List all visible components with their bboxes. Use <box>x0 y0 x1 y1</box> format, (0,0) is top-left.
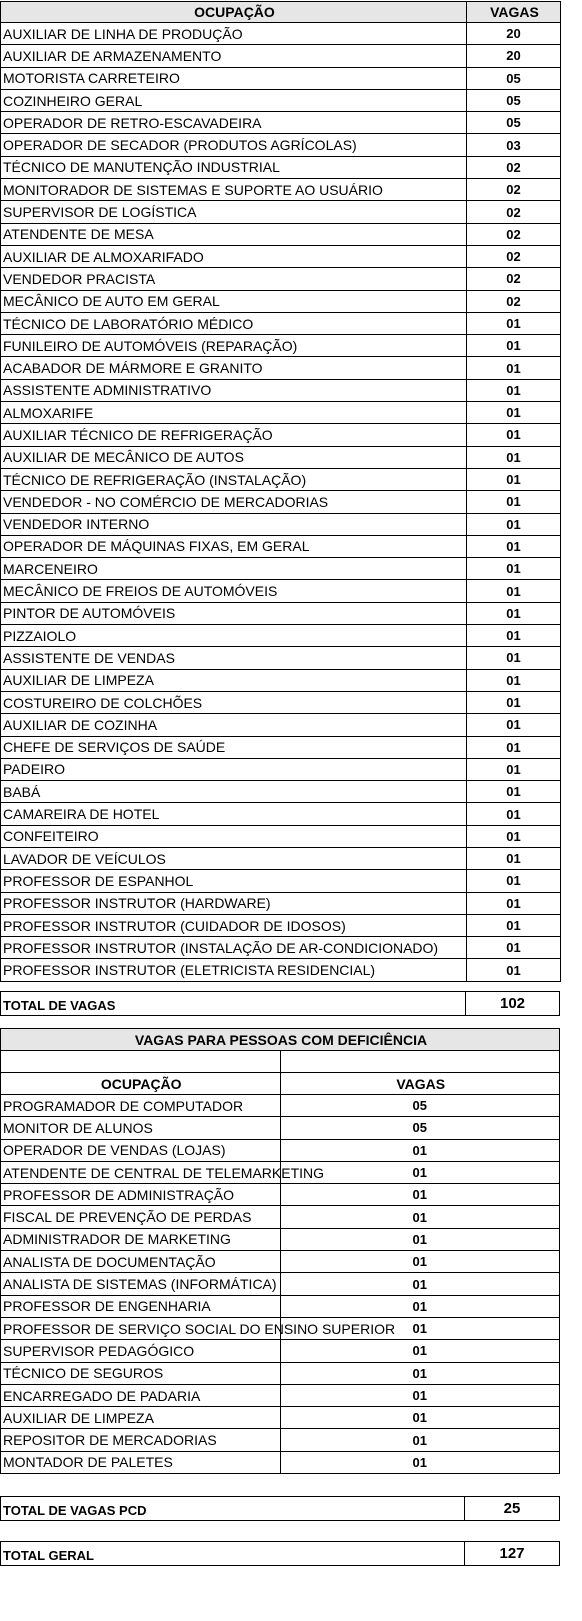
vacancies-cell: 01 <box>467 625 561 647</box>
vacancies-cell: 01 <box>467 914 561 936</box>
occupation-cell: AUXILIAR DE ARMAZENAMENTO <box>1 45 467 67</box>
vacancies-cell: 01 <box>467 870 561 892</box>
occupation-cell: VENDEDOR INTERNO <box>1 513 467 535</box>
occupation-cell: PROFESSOR DE ESPANHOL <box>1 870 467 892</box>
occupation-cell: AUXILIAR DE COZINHA <box>1 714 467 736</box>
table-row <box>1 1384 560 1406</box>
vacancies-cell: 01 <box>280 1362 560 1384</box>
occupation-cell: MARCENEIRO <box>1 558 467 580</box>
occupation-cell: MOTORISTA CARRETEIRO <box>1 67 467 89</box>
occupation-cell: ATENDENTE DE MESA <box>1 223 467 245</box>
vacancies-cell: 01 <box>280 1384 560 1406</box>
table-row <box>1 937 561 959</box>
vacancies-cell: 01 <box>467 312 561 334</box>
table-row <box>1 379 561 401</box>
occupation-cell: ANALISTA DE SISTEMAS (INFORMÁTICA) <box>1 1273 281 1295</box>
vacancies-cell: 01 <box>280 1451 560 1473</box>
table-row <box>1 914 561 936</box>
table-row <box>1 491 561 513</box>
occupation-cell: MECÂNICO DE FREIOS DE AUTOMÓVEIS <box>1 580 467 602</box>
table-row <box>1 89 561 111</box>
vacancies-cell: 01 <box>467 602 561 624</box>
table-row <box>1 1161 560 1183</box>
table-row <box>1 535 561 557</box>
occupation-cell: FISCAL DE PREVENÇÃO DE PERDAS <box>1 1206 281 1228</box>
table-row <box>1 892 561 914</box>
occupation-cell: AUXILIAR DE LIMPEZA <box>1 1407 281 1429</box>
vacancies-cell: 01 <box>467 959 561 981</box>
vacancies-cell: 01 <box>467 714 561 736</box>
vacancies-cell: 02 <box>467 201 561 223</box>
occupation-cell: ADMINISTRADOR DE MARKETING <box>1 1228 281 1250</box>
vacancies-cell: 02 <box>467 268 561 290</box>
occupation-cell: PROFESSOR INSTRUTOR (ELETRICISTA RESIDENCIAL) <box>1 959 467 981</box>
occupation-cell: SUPERVISOR DE LOGÍSTICA <box>1 201 467 223</box>
vacancies-cell: 01 <box>467 647 561 669</box>
vacancies-cell: 02 <box>467 179 561 201</box>
table-row <box>1 179 561 201</box>
occupation-cell: CONFEITEIRO <box>1 825 467 847</box>
table-row <box>1 112 561 134</box>
vacancies-cell: 01 <box>467 892 561 914</box>
table-row <box>1 669 561 691</box>
vacancies-cell: 01 <box>467 335 561 357</box>
occupation-cell: SUPERVISOR PEDAGÓGICO <box>1 1340 281 1362</box>
table-row <box>1 625 561 647</box>
table-row <box>1 602 561 624</box>
occupation-cell: COZINHEIRO GERAL <box>1 89 467 111</box>
vacancies-cell: 01 <box>467 535 561 557</box>
occupation-cell: PROFESSOR DE SERVIÇO SOCIAL DO ENSINO SUPERIOR <box>1 1317 281 1339</box>
table-row <box>1 1117 560 1139</box>
vacancies-column-header: VAGAS <box>467 2 561 23</box>
pcd-table-header <box>1 1073 560 1095</box>
table-row <box>1 691 561 713</box>
table-row <box>1 1251 560 1273</box>
table-row <box>1 714 561 736</box>
vacancies-cell: 05 <box>280 1095 560 1117</box>
vacancies-column-header: VAGAS <box>280 1073 560 1095</box>
table-row <box>1 335 561 357</box>
vacancies-cell: 01 <box>467 491 561 513</box>
table-row <box>1 424 561 446</box>
vacancies-cell: 01 <box>467 357 561 379</box>
vacancies-cell: 01 <box>280 1139 560 1161</box>
occupation-cell: ASSISTENTE ADMINISTRATIVO <box>1 379 467 401</box>
occupation-cell: ASSISTENTE DE VENDAS <box>1 647 467 669</box>
vacancies-cell: 01 <box>280 1407 560 1429</box>
grand-total-row <box>1 1542 560 1566</box>
vacancies-cell: 01 <box>467 758 561 780</box>
total-pcd-label: TOTAL DE VAGAS PCD <box>1 1497 465 1521</box>
vacancies-cell: 01 <box>280 1228 560 1250</box>
occupation-cell: CHEFE DE SERVIÇOS DE SAÚDE <box>1 736 467 758</box>
spacer-cell <box>1 1051 281 1073</box>
occupation-column-header: OCUPAÇÃO <box>1 2 467 23</box>
table-row <box>1 558 561 580</box>
table-row <box>1 268 561 290</box>
occupation-cell: BABÁ <box>1 781 467 803</box>
table-row <box>1 1317 560 1339</box>
occupation-cell: VENDEDOR PRACISTA <box>1 268 467 290</box>
table-row <box>1 45 561 67</box>
occupation-cell: ALMOXARIFE <box>1 402 467 424</box>
vacancies-cell: 01 <box>467 803 561 825</box>
vacancies-cell: 01 <box>467 937 561 959</box>
occupation-cell: PROFESSOR DE ADMINISTRAÇÃO <box>1 1184 281 1206</box>
occupation-cell: TÉCNICO DE REFRIGERAÇÃO (INSTALAÇÃO) <box>1 468 467 490</box>
occupation-cell: PIZZAIOLO <box>1 625 467 647</box>
occupation-cell: FUNILEIRO DE AUTOMÓVEIS (REPARAÇÃO) <box>1 335 467 357</box>
vacancies-cell: 01 <box>467 691 561 713</box>
table-row <box>1 1228 560 1250</box>
occupation-cell: OPERADOR DE MÁQUINAS FIXAS, EM GERAL <box>1 535 467 557</box>
table-row <box>1 1340 560 1362</box>
pcd-vacancies-table <box>0 1028 560 1474</box>
occupation-cell: MONITOR DE ALUNOS <box>1 1117 281 1139</box>
occupation-cell: MONTADOR DE PALETES <box>1 1451 281 1473</box>
vacancies-cell: 05 <box>467 67 561 89</box>
occupation-cell: AUXILIAR DE LINHA DE PRODUÇÃO <box>1 23 467 45</box>
vacancies-cell: 01 <box>467 424 561 446</box>
vacancies-cell: 02 <box>467 223 561 245</box>
total-pcd-value: 25 <box>465 1497 560 1521</box>
pcd-spacer-row <box>1 1051 560 1073</box>
main-total-table <box>0 991 560 1016</box>
occupation-column-header: OCUPAÇÃO <box>1 1073 281 1095</box>
occupation-cell: TÉCNICO DE SEGUROS <box>1 1362 281 1384</box>
table-row <box>1 1095 560 1117</box>
occupation-cell: PINTOR DE AUTOMÓVEIS <box>1 602 467 624</box>
vacancies-cell: 01 <box>467 781 561 803</box>
table-row <box>1 647 561 669</box>
table-row <box>1 201 561 223</box>
table-row <box>1 1273 560 1295</box>
table-row <box>1 67 561 89</box>
vacancies-cell: 05 <box>280 1117 560 1139</box>
occupation-cell: ATENDENTE DE CENTRAL DE TELEMARKETING <box>1 1161 281 1183</box>
occupation-cell: COSTUREIRO DE COLCHÕES <box>1 691 467 713</box>
occupation-cell: TÉCNICO DE MANUTENÇÃO INDUSTRIAL <box>1 156 467 178</box>
occupation-cell: LAVADOR DE VEÍCULOS <box>1 847 467 869</box>
vacancies-cell: 01 <box>280 1429 560 1451</box>
vacancies-cell: 01 <box>467 736 561 758</box>
table-row <box>1 23 561 45</box>
occupation-cell: PROFESSOR INSTRUTOR (INSTALAÇÃO DE AR-CONDICIONADO) <box>1 937 467 959</box>
table-row <box>1 446 561 468</box>
occupation-cell: PADEIRO <box>1 758 467 780</box>
occupation-cell: REPOSITOR DE MERCADORIAS <box>1 1429 281 1451</box>
pcd-section-title-row <box>1 1029 560 1051</box>
vacancies-cell: 02 <box>467 156 561 178</box>
occupation-cell: PROFESSOR INSTRUTOR (CUIDADOR DE IDOSOS) <box>1 914 467 936</box>
occupation-cell: PROFESSOR INSTRUTOR (HARDWARE) <box>1 892 467 914</box>
vacancies-cell: 02 <box>467 290 561 312</box>
occupation-cell: ANALISTA DE DOCUMENTAÇÃO <box>1 1251 281 1273</box>
table-row <box>1 803 561 825</box>
vacancies-cell: 01 <box>467 446 561 468</box>
table-row <box>1 134 561 156</box>
pcd-total-row <box>1 1497 560 1521</box>
table-row <box>1 468 561 490</box>
occupation-cell: AUXILIAR DE MECÂNICO DE AUTOS <box>1 446 467 468</box>
grand-total-label: TOTAL GERAL <box>1 1542 465 1566</box>
table-row <box>1 1184 560 1206</box>
occupation-cell: ENCARREGADO DE PADARIA <box>1 1384 281 1406</box>
vacancies-cell: 01 <box>467 402 561 424</box>
vacancies-cell: 02 <box>467 245 561 267</box>
table-row <box>1 825 561 847</box>
vacancies-cell: 03 <box>467 134 561 156</box>
occupation-cell: AUXILIAR DE LIMPEZA <box>1 669 467 691</box>
table-row <box>1 1451 560 1473</box>
main-vacancies-table <box>0 1 561 982</box>
occupation-cell: CAMAREIRA DE HOTEL <box>1 803 467 825</box>
table-row <box>1 290 561 312</box>
table-row <box>1 580 561 602</box>
occupation-cell: MONITORADOR DE SISTEMAS E SUPORTE AO USUÁRIO <box>1 179 467 201</box>
total-vacancies-value: 102 <box>466 992 560 1016</box>
vacancies-cell: 01 <box>467 825 561 847</box>
vacancies-cell: 01 <box>280 1206 560 1228</box>
table-row <box>1 1407 560 1429</box>
occupation-cell: PROFESSOR DE ENGENHARIA <box>1 1295 281 1317</box>
vacancies-cell: 01 <box>467 847 561 869</box>
vacancies-cell: 01 <box>280 1184 560 1206</box>
table-row <box>1 1295 560 1317</box>
table-row <box>1 1206 560 1228</box>
grand-total-value: 127 <box>465 1542 560 1566</box>
occupation-cell: AUXILIAR TÉCNICO DE REFRIGERAÇÃO <box>1 424 467 446</box>
table-row <box>1 513 561 535</box>
occupation-cell: VENDEDOR - NO COMÉRCIO DE MERCADORIAS <box>1 491 467 513</box>
occupation-cell: TÉCNICO DE LABORATÓRIO MÉDICO <box>1 312 467 334</box>
vacancies-cell: 01 <box>467 558 561 580</box>
table-row <box>1 870 561 892</box>
vacancies-cell: 05 <box>467 89 561 111</box>
occupation-cell: ACABADOR DE MÁRMORE E GRANITO <box>1 357 467 379</box>
vacancies-cell: 01 <box>280 1273 560 1295</box>
table-row <box>1 959 561 981</box>
vacancies-cell: 01 <box>467 669 561 691</box>
table-row <box>1 847 561 869</box>
pcd-section-title: VAGAS PARA PESSOAS COM DEFICIÊNCIA <box>1 1029 560 1051</box>
table-row <box>1 758 561 780</box>
vacancies-cell: 01 <box>280 1251 560 1273</box>
table-row <box>1 781 561 803</box>
vacancies-cell: 01 <box>280 1340 560 1362</box>
table-row <box>1 156 561 178</box>
table-row <box>1 1429 560 1451</box>
vacancies-cell: 01 <box>280 1161 560 1183</box>
occupation-cell: OPERADOR DE RETRO-ESCAVADEIRA <box>1 112 467 134</box>
table-row <box>1 357 561 379</box>
vacancies-cell: 01 <box>467 513 561 535</box>
table-row <box>1 312 561 334</box>
occupation-cell: OPERADOR DE VENDAS (LOJAS) <box>1 1139 281 1161</box>
table-row <box>1 1362 560 1384</box>
table-row <box>1 245 561 267</box>
main-total-row <box>1 992 560 1016</box>
table-row <box>1 223 561 245</box>
vacancies-cell: 01 <box>280 1317 560 1339</box>
vacancies-cell: 05 <box>467 112 561 134</box>
main-table-header <box>1 2 561 23</box>
vacancies-cell: 01 <box>467 379 561 401</box>
table-row <box>1 1139 560 1161</box>
occupation-cell: AUXILIAR DE ALMOXARIFADO <box>1 245 467 267</box>
occupation-cell: PROGRAMADOR DE COMPUTADOR <box>1 1095 281 1117</box>
vacancies-cell: 01 <box>280 1295 560 1317</box>
table-row <box>1 736 561 758</box>
vacancies-cell: 01 <box>467 468 561 490</box>
pcd-total-table <box>0 1496 560 1521</box>
occupation-cell: OPERADOR DE SECADOR (PRODUTOS AGRÍCOLAS) <box>1 134 467 156</box>
total-vacancies-label: TOTAL DE VAGAS <box>1 992 466 1016</box>
vacancies-cell: 20 <box>467 45 561 67</box>
vacancies-cell: 20 <box>467 23 561 45</box>
spacer-cell <box>280 1051 560 1073</box>
vacancies-cell: 01 <box>467 580 561 602</box>
occupation-cell: MECÂNICO DE AUTO EM GERAL <box>1 290 467 312</box>
table-row <box>1 402 561 424</box>
grand-total-table <box>0 1541 560 1566</box>
